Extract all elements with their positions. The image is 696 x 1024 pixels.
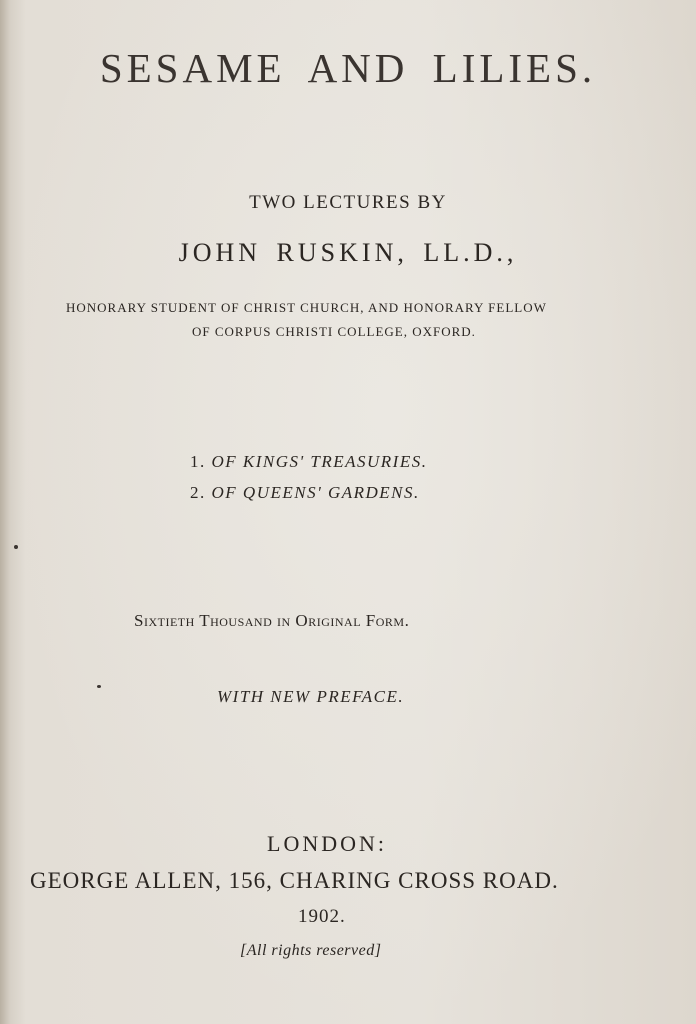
rights-notice: [All rights reserved] (240, 942, 382, 959)
paper-speck (97, 685, 101, 688)
book-title: SESAME AND LILIES. (99, 45, 597, 91)
lecture-title: OF QUEENS' GARDENS. (211, 483, 420, 502)
imprint-place: LONDON: (267, 831, 387, 856)
edition-note: Sixtieth Thousand in Original Form. (134, 611, 410, 630)
author-name: JOHN RUSKIN, LL.D., (178, 238, 518, 267)
paper-speck (14, 545, 18, 549)
lecture-entry-2 (190, 483, 420, 503)
lecture-entry-1 (190, 452, 427, 472)
lecture-title: OF KINGS' TREASURIES. (211, 452, 428, 471)
lecture-number: 2. (190, 483, 206, 502)
imprint-publisher: GEORGE ALLEN, 156, CHARING CROSS ROAD. (30, 868, 559, 893)
author-affiliation-line-1: HONORARY STUDENT OF CHRIST CHURCH, AND HONORARY FELLOW (66, 300, 547, 315)
author-affiliation-line-2: OF CORPUS CHRISTI COLLEGE, OXFORD. (192, 324, 476, 339)
preface-note: WITH NEW PREFACE. (217, 687, 405, 706)
lecture-number: 1. (190, 452, 206, 471)
book-subtitle: TWO LECTURES BY (249, 192, 447, 213)
imprint-year: 1902. (298, 906, 346, 927)
